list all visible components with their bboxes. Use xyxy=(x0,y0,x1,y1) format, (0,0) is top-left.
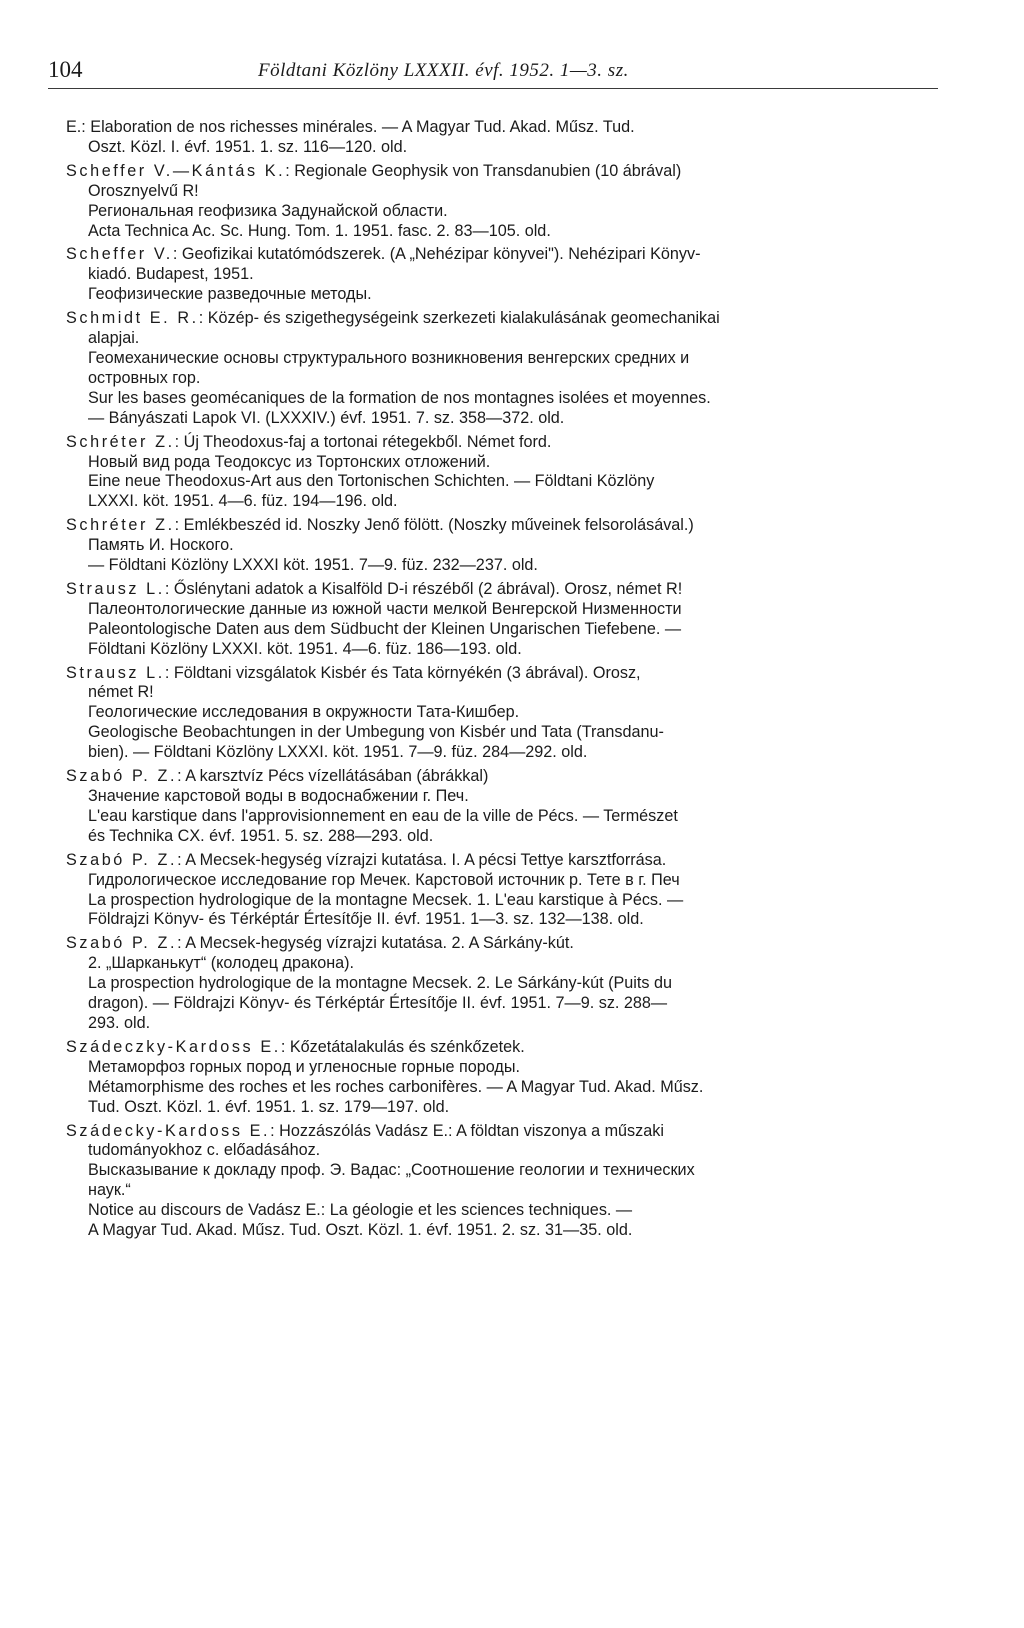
entry-line xyxy=(88,807,926,827)
entry-author: Szádeczky-Kardoss E. xyxy=(66,1037,281,1056)
entry-line xyxy=(88,600,926,620)
entry-line xyxy=(88,492,926,512)
entry-text: Acta Technica Ac. Sc. Hung. Tom. 1. 1951. fasc. 2. 83—105. old. xyxy=(88,221,551,240)
entry-text: Tud. Oszt. Közl. 1. évf. 1951. 1. sz. 179—197. old. xyxy=(88,1097,450,1116)
entry-text: Földtani Közlöny LXXXI. köt. 1951. 4—6. füz. 186—193. old. xyxy=(88,639,522,658)
entry-text: Orosznyelvű R! xyxy=(88,181,199,200)
bibliography-entry xyxy=(66,118,926,158)
entry-text: : Geofizikai kutatómódszerek. (A „Nehézipar könyvei"). Nehézipari Könyv- xyxy=(172,245,701,264)
entry-text: 293. old. xyxy=(88,1013,151,1032)
entry-line xyxy=(88,536,926,556)
entry-text: Память И. Ноского. xyxy=(88,536,234,555)
entry-line xyxy=(88,182,926,202)
entry-text: Новый вид рода Теодоксус из Тортонских отложений. xyxy=(88,452,491,471)
entry-line xyxy=(88,827,926,847)
entry-text: kiadó. Budapest, 1951. xyxy=(88,265,254,284)
entry-text: La prospection hydrologique de la montagne Mecsek. 1. L'eau karstique à Pécs. — xyxy=(88,890,684,909)
bibliography-entry xyxy=(66,432,926,513)
entry-text: Földrajzi Könyv- és Térképtár Értesítője II. évf. 1951. 1—3. sz. 132—138. old. xyxy=(88,910,644,929)
entry-line xyxy=(88,349,926,369)
entry-first-line xyxy=(66,118,926,138)
entry-line xyxy=(88,787,926,807)
entry-author: Strausz L. xyxy=(66,579,165,598)
entry-author: Scheffer V. xyxy=(66,245,173,264)
entry-author: Schréter Z. xyxy=(66,516,175,535)
page-header xyxy=(48,56,938,89)
entry-line xyxy=(88,891,926,911)
entry-line xyxy=(88,1181,926,1201)
entry-line xyxy=(88,1014,926,1034)
entry-text: 2. „Шарканькут“ (колодец дракона). xyxy=(88,954,355,973)
entry-text: : Őslénytani adatok a Kisalföld D-i részéből (2 ábrával). Orosz, német R! xyxy=(164,579,683,598)
page-number: 104 xyxy=(48,57,83,82)
bibliography-entry xyxy=(66,245,926,305)
entry-author: Schréter Z. xyxy=(66,432,175,451)
entry-line xyxy=(88,285,926,305)
entry-line xyxy=(88,1161,926,1181)
entry-line xyxy=(88,683,926,703)
entry-line xyxy=(88,1078,926,1098)
entry-line xyxy=(88,556,926,576)
entry-text: La prospection hydrologique de la montagne Mecsek. 2. Le Sárkány-kút (Puits du xyxy=(88,974,672,993)
entry-text: — Bányászati Lapok VI. (LXXXIV.) évf. 1951. 7. sz. 358—372. old. xyxy=(88,408,565,427)
entry-text: островных гор. xyxy=(88,368,201,387)
entry-first-line xyxy=(66,664,926,684)
entry-line xyxy=(88,369,926,389)
entry-author: Szabó P. Z. xyxy=(66,850,178,869)
entry-line xyxy=(88,329,926,349)
bibliography-entry xyxy=(66,850,926,931)
entry-text: E.: Elaboration de nos richesses minérales. — A Magyar Tud. Akad. Műsz. Tud. xyxy=(66,118,635,136)
entry-text: : Regionale Geophysik von Transdanubien (10 ábrával) xyxy=(285,161,682,180)
entry-text: Eine neue Theodoxus-Art aus den Tortonischen Schichten. — Földtani Közlöny xyxy=(88,472,655,491)
entry-line xyxy=(88,954,926,974)
entry-text: : A Mecsek-hegység vízrajzi kutatása. I. A pécsi Tettye karsztforrása. xyxy=(177,850,667,869)
entry-first-line xyxy=(66,162,926,182)
entry-line xyxy=(88,1201,926,1221)
entry-first-line xyxy=(66,767,926,787)
entry-text: LXXXI. köt. 1951. 4—6. füz. 194—196. old. xyxy=(88,492,398,511)
entry-first-line xyxy=(66,516,926,536)
entry-text: Sur les bases geomécaniques de la formation de nos montagnes isolées et moyennes. xyxy=(88,388,711,407)
entry-line xyxy=(88,871,926,891)
entry-text: : Földtani vizsgálatok Kisbér és Tata környékén (3 ábrával). Orosz, xyxy=(164,663,641,682)
entry-line xyxy=(88,703,926,723)
entry-line xyxy=(88,910,926,930)
entry-line xyxy=(88,1098,926,1118)
entry-line xyxy=(88,743,926,763)
entry-text: : Emlékbeszéd id. Noszky Jenő fölött. (Noszky műveinek felsorolásával.) xyxy=(174,516,694,535)
entry-author: Strausz L. xyxy=(66,663,165,682)
entry-text: — Földtani Közlöny LXXXI köt. 1951. 7—9. füz. 232—237. old. xyxy=(88,556,538,575)
entry-line xyxy=(88,640,926,660)
entry-text: наук.“ xyxy=(88,1181,131,1200)
entry-author: Szádecky-Kardoss E. xyxy=(66,1121,271,1140)
entry-text: alapjai. xyxy=(88,329,140,348)
bibliography-entry xyxy=(66,1037,926,1118)
entry-first-line xyxy=(66,245,926,265)
entry-first-line xyxy=(66,934,926,954)
entry-author: Szabó P. Z. xyxy=(66,767,178,786)
entry-text: : Hozzászólás Vadász E.: A földtan viszonya a műszaki xyxy=(270,1121,664,1140)
entry-line xyxy=(88,389,926,409)
entry-text: Палеонтологические данные из южной части мелкой Венгерской Низменности xyxy=(88,599,682,618)
entry-text: Геомеханические основы структурального возникновения венгерских средних и xyxy=(88,348,690,367)
bibliography-entry xyxy=(66,767,926,847)
entry-line xyxy=(88,202,926,222)
entry-line xyxy=(88,409,926,429)
entry-text: : Új Theodoxus-faj a tortonai rétegekből. Német ford. xyxy=(174,432,552,451)
entry-text: : Közép- és szigethegységeink szerkezeti kialakulásának geomechanikai xyxy=(198,309,720,328)
entry-line xyxy=(88,472,926,492)
entry-text: Региональная геофизика Задунайской области. xyxy=(88,201,448,220)
entry-text: : A Mecsek-hegység vízrajzi kutatása. 2. A Sárkány-kút. xyxy=(177,934,574,953)
entry-line xyxy=(88,620,926,640)
entry-text: német R! xyxy=(88,683,154,702)
bibliography-entry xyxy=(66,309,926,428)
entry-line xyxy=(88,453,926,473)
entry-text: dragon). — Földrajzi Könyv- és Térképtár Értesítője II. évf. 1951. 7—9. sz. 288— xyxy=(88,994,668,1013)
entry-text: Геофизические разведочные методы. xyxy=(88,285,372,304)
bibliography-list xyxy=(66,118,926,1245)
entry-author: Scheffer V.—Kántás K. xyxy=(66,161,286,180)
entry-text: Геологические исследования в окружности Тата-Кишбер. xyxy=(88,703,520,722)
entry-text: Notice au discours de Vadász E.: La géologie et les sciences techniques. — xyxy=(88,1201,633,1220)
entry-line xyxy=(88,1141,926,1161)
bibliography-entry xyxy=(66,161,926,242)
entry-first-line xyxy=(66,433,926,453)
entry-text: Высказывание к докладу проф. Э. Вадас: „Соотношение геологии и технических xyxy=(88,1161,695,1180)
entry-text: Значение карстовой воды в водоснабжении г. Печ. xyxy=(88,787,469,805)
entry-line xyxy=(88,994,926,1014)
entry-text: Paleontologische Daten aus dem Südbucht der Kleinen Ungarischen Tiefebene. — xyxy=(88,619,682,638)
entry-text: : Kőzetátalakulás és szénkőzetek. xyxy=(280,1037,525,1056)
entry-line xyxy=(88,265,926,285)
entry-line xyxy=(88,723,926,743)
entry-text: : A karsztvíz Pécs vízellátásában (ábrákkal) xyxy=(177,767,489,786)
entry-text: bien). — Földtani Közlöny LXXXI. köt. 1951. 7—9. füz. 284—292. old. xyxy=(88,743,588,762)
entry-text: tudományokhoz c. előadásához. xyxy=(88,1141,321,1160)
entry-text: A Magyar Tud. Akad. Műsz. Tud. Oszt. Közl. 1. évf. 1951. 2. sz. 31—35. old. xyxy=(88,1221,633,1240)
entry-text: és Technika CX. évf. 1951. 5. sz. 288—293. old. xyxy=(88,826,434,845)
entry-line xyxy=(88,1221,926,1241)
entry-first-line xyxy=(66,1038,926,1058)
entry-text: Oszt. Közl. I. évf. 1951. 1. sz. 116—120. old. xyxy=(88,137,408,156)
bibliography-entry xyxy=(66,1121,926,1241)
bibliography-entry xyxy=(66,663,926,764)
entry-author: Schmidt E. R. xyxy=(66,309,199,328)
entry-text: Гидрологическое исследование гор Мечек. Карстовой источник р. Тете в г. Печ xyxy=(88,870,680,889)
entry-line xyxy=(88,138,926,158)
entry-first-line xyxy=(66,309,926,329)
entry-author: Szabó P. Z. xyxy=(66,934,178,953)
bibliography-entry xyxy=(66,934,926,1034)
running-title: Földtani Közlöny LXXXII. évf. 1952. 1—3. sz. xyxy=(258,60,629,81)
entry-text: Geologische Beobachtungen in der Umbegung von Kisbér und Tata (Transdanu- xyxy=(88,723,664,742)
bibliography-entry xyxy=(66,516,926,576)
entry-line xyxy=(88,974,926,994)
entry-first-line xyxy=(66,1122,926,1142)
bibliography-entry xyxy=(66,579,926,660)
entry-line xyxy=(88,1058,926,1078)
entry-first-line xyxy=(66,580,926,600)
entry-line xyxy=(88,222,926,242)
entry-first-line xyxy=(66,851,926,871)
entry-text: Метаморфоз горных пород и угленосные горные породы. xyxy=(88,1057,521,1076)
entry-text: Métamorphisme des roches et les roches carbonifères. — A Magyar Tud. Akad. Műsz. xyxy=(88,1077,704,1096)
entry-text: L'eau karstique dans l'approvisionnement en eau de la ville de Pécs. — Természet xyxy=(88,806,678,825)
